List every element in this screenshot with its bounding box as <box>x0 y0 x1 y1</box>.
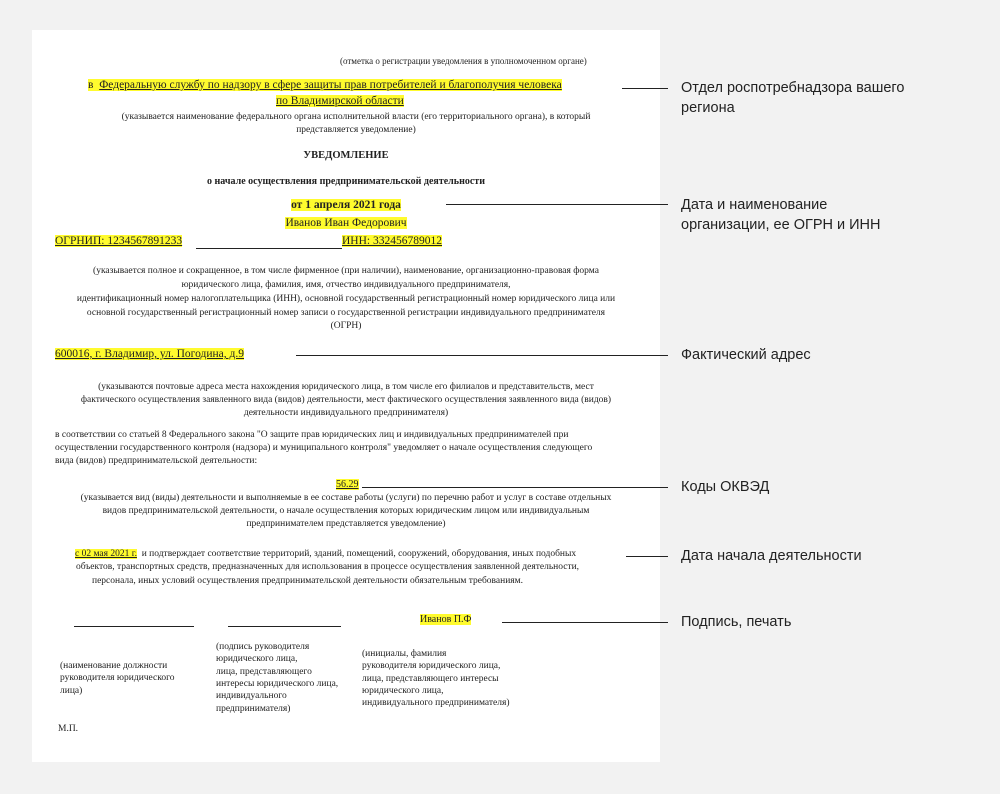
org-hint-4: основной государственный регистрационный номер записи о государственной регистрации индивидуального предпринимателя <box>86 308 606 318</box>
ogrnip: ОГРНИП: 1234567891233 <box>55 235 183 247</box>
notice-date: от 1 апреля 2021 года <box>291 199 401 211</box>
leader-line-okved <box>362 487 668 488</box>
addressee-hint-2: представляется уведомление) <box>296 125 416 135</box>
stamp-place: М.П. <box>58 724 79 734</box>
annotation-department: Отдел роспотребнадзора вашего региона <box>681 80 905 117</box>
document-title: УВЕДОМЛЕНИЕ <box>303 150 389 161</box>
sig-caption-position: (наименование должности руководителя юридического лица) <box>60 661 175 696</box>
annotation-start: Дата начала деятельности <box>681 548 862 564</box>
org-hint-3: идентификационный номер налогоплательщика (ИНН), основной государственный регистрационный номер юридического лица или <box>76 294 616 304</box>
leader-line-signature <box>502 622 668 623</box>
signer-name: Иванов П.Ф <box>420 614 472 625</box>
leader-line-department <box>622 88 668 89</box>
compliance-2: объектов, транспортных средств, предназначенных для использования в процессе осуществления заявленной деятельности, <box>76 562 580 572</box>
ogrnip-underline <box>196 248 342 249</box>
annotation-address: Фактический адрес <box>681 347 811 363</box>
leader-line-start <box>626 556 668 557</box>
inn: ИНН: 332456789012 <box>342 235 442 247</box>
sig-caption-initials: (инициалы, фамилия руководителя юридического лица, лица, представляющего интересы юридического лица, индивидуального предпринимателя) <box>362 649 510 709</box>
annotation-okved: Коды ОКВЭД <box>681 479 770 495</box>
registration-note: (отметка о регистрации уведомления в уполномоченном органе) <box>340 56 587 66</box>
okved-hint-1: (указывается вид (виды) деятельности и выполняемые в ее составе работы (услуги) по перечню работ и услуг в составе отдельных <box>80 493 612 503</box>
leader-line-address <box>296 355 668 356</box>
address-hint-1: (указываются почтовые адреса места нахождения юридического лица, в том числе его филиалов и представительств, мест <box>98 382 594 392</box>
actual-address: 600016, г. Владимир, ул. Погодина, д.9 <box>55 348 244 360</box>
okved-hint-3: предпринимателем представляется уведомление) <box>246 519 446 529</box>
address-hint-2: фактического осуществления заявленного вида (видов) деятельности, мест фактического осуществления заявленного вида (видов) <box>80 395 612 405</box>
leader-line-date-org <box>446 204 668 205</box>
annotation-date-org: Дата и наименование организации, ее ОГРН и ИНН <box>681 197 881 234</box>
addressee-line2: по Владимирской области <box>276 95 404 107</box>
sig-caption-signature: (подпись руководителя юридического лица, лица, представляющего интересы юридического лица, индивидуального предпринимателя) <box>216 642 339 714</box>
org-hint-5: (ОГРН) <box>330 321 362 331</box>
signature-line <box>228 626 341 627</box>
law-text-1: в соответствии со статьей 8 Федерального закона "О защите прав юридических лиц и индивидуальных предпринимателей при <box>55 430 569 440</box>
addressee-hint-1: (указывается наименование федерального органа исполнительной власти (его территориального органа), в который <box>121 112 591 122</box>
law-text-3: вида (видов) предпринимательской деятельности: <box>55 456 258 466</box>
address-hint-3: деятельности индивидуального предпринимателя) <box>243 408 449 418</box>
document-subtitle: о начале осуществления предпринимательской деятельности <box>207 176 485 187</box>
addressee-line1: в Федеральную службу по надзору в сфере защиты прав потребителей и благополучия человека <box>88 79 562 91</box>
person-name: Иванов Иван Федорович <box>285 217 407 229</box>
okved-hint-2: видов предпринимательской деятельности, о начале осуществления которых юридическим лицом или индивидуальным <box>102 506 590 516</box>
compliance-3: персонала, иных условий осуществления предпринимательской деятельности обязательным требованиям. <box>92 576 524 586</box>
org-hint-1: (указывается полное и сокращенное, в том числе фирменное (при наличии), наименование, организационно-правовая форма <box>93 266 599 276</box>
law-text-2: осуществлении государственного контроля (надзора) и муниципального контроля" уведомляет о начале осуществления следующего <box>55 443 593 453</box>
annotation-signature: Подпись, печать <box>681 614 792 630</box>
compliance-1: с 02 мая 2021 г. и подтверждает соответствие территорий, зданий, помещений, сооружений, оборудования, иных подобных <box>75 549 577 559</box>
okved-code: 56.29 <box>336 479 359 490</box>
position-signature-line <box>74 626 194 627</box>
org-hint-2: юридического лица, фамилия, имя, отчество индивидуального предпринимателя, <box>181 280 511 290</box>
